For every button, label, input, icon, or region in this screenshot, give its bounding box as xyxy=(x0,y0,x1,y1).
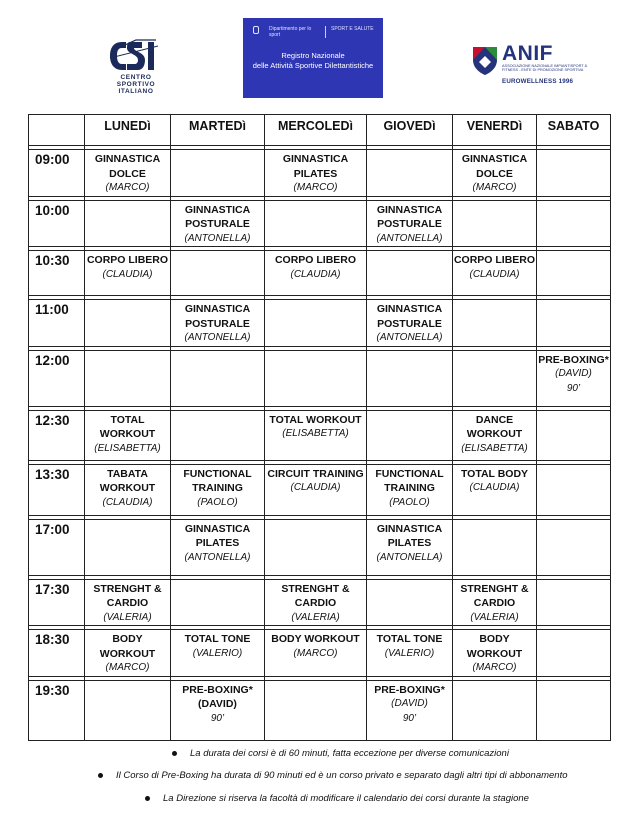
empty-cell xyxy=(85,519,171,575)
empty-cell xyxy=(537,680,611,740)
time-cell: 17:00 xyxy=(29,519,85,575)
class-cell xyxy=(367,680,453,740)
class-cell xyxy=(265,464,367,515)
empty-cell xyxy=(453,300,537,347)
class-cell xyxy=(265,150,367,197)
empty-cell xyxy=(171,251,265,296)
day-header: MERCOLEDì xyxy=(265,115,367,146)
instructor-name: (CLAUDIA) xyxy=(469,482,520,493)
table-row xyxy=(29,150,611,197)
class-name: TOTAL TONE xyxy=(184,633,251,645)
table-row xyxy=(29,350,611,406)
class-cell xyxy=(265,251,367,296)
time-cell: 12:00 xyxy=(29,350,85,406)
instructor-name: (ANTONELLA) xyxy=(184,332,251,343)
csi-logo-text: CENTRO SPORTIVO ITALIANO xyxy=(116,74,156,95)
class-cell xyxy=(171,519,265,575)
instructor-name: (DAVID) xyxy=(555,368,592,379)
table-row xyxy=(29,680,611,740)
note xyxy=(116,770,568,781)
class-name: GINNASTICA PILATES xyxy=(376,522,443,549)
sport-label: SPORT E SALUTE xyxy=(331,26,374,32)
class-name: FUNCTIONAL TRAINING xyxy=(375,467,444,494)
class-name: TOTAL WORKOUT xyxy=(99,413,156,440)
instructor-name: (VALERIO) xyxy=(384,647,435,659)
empty-cell xyxy=(537,464,611,515)
class-name: GINNASTICA PILATES xyxy=(184,522,251,549)
class-name: GINNASTICA PILATES xyxy=(282,153,349,180)
table-row xyxy=(29,519,611,575)
class-cell xyxy=(367,519,453,575)
registro-title-line1: Registro Nazionale xyxy=(281,51,345,60)
class-name: STRENGHT & CARDIO xyxy=(281,582,350,609)
class-name: TOTAL TONE xyxy=(376,633,443,645)
duration: 90’ xyxy=(566,382,581,394)
bullet-icon xyxy=(172,751,177,756)
class-name: PRE-BOXING* xyxy=(538,353,609,366)
empty-cell xyxy=(537,300,611,347)
instructor-name: (CLAUDIA) xyxy=(290,482,341,493)
empty-cell xyxy=(367,350,453,406)
empty-cell xyxy=(85,200,171,247)
instructor-name: (ELISABETTA) xyxy=(282,428,349,439)
empty-cell xyxy=(537,251,611,296)
class-name: GINNASTICA DOLCE xyxy=(461,153,528,180)
instructor-name: (VALERIO) xyxy=(192,647,243,659)
empty-cell xyxy=(537,630,611,677)
empty-cell xyxy=(453,200,537,247)
anif-subtitle: ASSOCIAZIONE NAZIONALE IMPIANTISPORT & FITNESS - ENTE DI PROMOZIONE SPORTIVA xyxy=(502,64,588,73)
note-text: La Direzione si riserva la facoltà di modificare il calendario dei corsi durante la stagione xyxy=(163,793,529,804)
note xyxy=(163,793,529,804)
time-cell: 13:30 xyxy=(29,464,85,515)
empty-cell xyxy=(265,300,367,347)
class-name: GINNASTICA POSTURALE xyxy=(376,203,443,230)
empty-cell xyxy=(367,150,453,197)
time-cell: 12:30 xyxy=(29,410,85,460)
instructor-name: (ELISABETTA) xyxy=(461,442,528,454)
empty-cell xyxy=(85,300,171,347)
header-row xyxy=(29,115,611,146)
gov-label: Dipartimento per lo sport xyxy=(269,26,312,38)
class-cell xyxy=(453,410,537,460)
anif-tagline: EUROWELLNESS 1996 xyxy=(502,78,574,85)
class-cell xyxy=(453,464,537,515)
class-cell xyxy=(453,579,537,626)
class-name: STRENGHT & CARDIO xyxy=(460,582,529,609)
day-header: MARTEDì xyxy=(171,115,265,146)
empty-cell xyxy=(265,200,367,247)
class-cell xyxy=(453,630,537,677)
anif-shield-icon xyxy=(472,46,498,76)
empty-cell xyxy=(171,579,265,626)
table-row xyxy=(29,464,611,515)
empty-cell xyxy=(537,150,611,197)
empty-cell xyxy=(265,350,367,406)
class-name: GINNASTICA POSTURALE xyxy=(184,203,251,230)
class-cell xyxy=(367,630,453,677)
time-cell: 17:30 xyxy=(29,579,85,626)
registro-nazionale-logo xyxy=(243,18,383,98)
instructor-name: (DAVID) xyxy=(391,698,428,709)
class-cell xyxy=(171,630,265,677)
class-cell xyxy=(367,200,453,247)
anif-logo xyxy=(472,40,592,90)
empty-cell xyxy=(367,251,453,296)
empty-cell xyxy=(85,350,171,406)
class-name: CORPO LIBERO xyxy=(453,254,536,266)
class-name: TABATA WORKOUT xyxy=(99,467,156,494)
table-row xyxy=(29,410,611,460)
instructor-name: (ANTONELLA) xyxy=(376,332,443,343)
day-header: GIOVEDì xyxy=(367,115,453,146)
class-name: BODY WORKOUT xyxy=(271,633,360,645)
class-name: FUNCTIONAL TRAINING xyxy=(183,467,252,494)
class-name: BODY WORKOUT xyxy=(99,633,156,660)
instructor-name: (VALERIA) xyxy=(470,611,519,623)
class-cell xyxy=(265,579,367,626)
instructor-name: (ANTONELLA) xyxy=(376,232,443,244)
class-name: GINNASTICA POSTURALE xyxy=(376,303,443,330)
bullet-icon xyxy=(145,796,150,801)
class-cell xyxy=(367,300,453,347)
empty-cell xyxy=(171,410,265,460)
instructor-name: (VALERIA) xyxy=(103,611,152,623)
day-header: LUNEDì xyxy=(85,115,171,146)
empty-cell xyxy=(537,410,611,460)
table-row xyxy=(29,579,611,626)
csi-logo-icon xyxy=(108,38,160,74)
time-cell: 10:30 xyxy=(29,251,85,296)
class-name: BODY WORKOUT xyxy=(466,633,523,660)
empty-cell xyxy=(265,519,367,575)
csi-logo xyxy=(104,38,168,94)
class-name: TOTAL WORKOUT xyxy=(269,413,362,426)
empty-cell xyxy=(537,519,611,575)
corner-cell xyxy=(29,115,85,146)
instructor-name: (CLAUDIA) xyxy=(102,268,153,280)
class-cell xyxy=(85,150,171,197)
empty-cell xyxy=(453,350,537,406)
class-cell xyxy=(171,300,265,347)
anif-name: ANIF xyxy=(502,42,553,65)
time-cell: 18:30 xyxy=(29,630,85,677)
duration: 90’ xyxy=(402,712,417,724)
table-row xyxy=(29,630,611,677)
class-cell xyxy=(85,251,171,296)
emblem-icon xyxy=(253,26,259,34)
instructor-name: (PAOLO) xyxy=(389,496,430,508)
class-name: GINNASTICA POSTURALE xyxy=(184,303,251,330)
class-name: PRE-BOXING* xyxy=(374,683,445,696)
instructor-name: (MARCO) xyxy=(105,662,150,673)
empty-cell xyxy=(537,579,611,626)
class-name: TOTAL BODY xyxy=(460,467,529,480)
instructor-name: (VALERIA) xyxy=(291,611,340,623)
empty-cell xyxy=(367,410,453,460)
class-cell xyxy=(85,464,171,515)
class-cell xyxy=(367,464,453,515)
table-row xyxy=(29,300,611,347)
time-cell: 19:30 xyxy=(29,680,85,740)
instructor-name: (MARCO) xyxy=(472,662,517,673)
class-name: CIRCUIT TRAINING xyxy=(267,467,364,480)
class-name: DANCE WORKOUT xyxy=(466,413,523,440)
class-cell xyxy=(85,630,171,677)
empty-cell xyxy=(453,519,537,575)
divider xyxy=(325,26,326,38)
empty-cell xyxy=(537,200,611,247)
class-name: PRE-BOXING* (DAVID) xyxy=(182,683,253,710)
time-cell: 10:00 xyxy=(29,200,85,247)
class-cell xyxy=(265,410,367,460)
instructor-name: (CLAUDIA) xyxy=(102,496,153,508)
instructor-name: (MARCO) xyxy=(293,647,338,659)
table-row xyxy=(29,200,611,247)
table-row xyxy=(29,251,611,296)
note-text: La durata dei corsi è di 60 minuti, fatta eccezione per diverse comunicazioni xyxy=(190,748,509,759)
class-cell xyxy=(453,150,537,197)
class-cell xyxy=(85,579,171,626)
instructor-name: (ELISABETTA) xyxy=(94,442,161,454)
class-cell xyxy=(85,410,171,460)
empty-cell xyxy=(85,680,171,740)
time-cell: 09:00 xyxy=(29,150,85,197)
empty-cell xyxy=(265,680,367,740)
note-text: Il Corso di Pre-Boxing ha durata di 90 minuti ed è un corso privato e separato dagli altri tipi di abbonamento xyxy=(116,770,568,781)
class-cell xyxy=(453,251,537,296)
instructor-name: (MARCO) xyxy=(293,182,338,193)
empty-cell xyxy=(367,579,453,626)
instructor-name: (ANTONELLA) xyxy=(376,551,443,563)
class-cell xyxy=(171,464,265,515)
time-cell: 11:00 xyxy=(29,300,85,347)
note xyxy=(190,748,509,759)
duration: 90’ xyxy=(210,712,225,724)
class-cell xyxy=(171,200,265,247)
class-cell xyxy=(537,350,611,406)
schedule-table xyxy=(28,114,611,741)
class-name: STRENGHT & CARDIO xyxy=(93,582,162,609)
day-header: SABATO xyxy=(537,115,611,146)
bullet-icon xyxy=(98,773,103,778)
class-name: CORPO LIBERO xyxy=(86,254,169,266)
instructor-name: (ANTONELLA) xyxy=(184,232,251,244)
instructor-name: (ANTONELLA) xyxy=(184,551,251,563)
class-name: CORPO LIBERO xyxy=(274,254,357,266)
instructor-name: (MARCO) xyxy=(472,182,517,193)
instructor-name: (MARCO) xyxy=(105,182,150,193)
empty-cell xyxy=(453,680,537,740)
registro-title-line2: delle Attività Sportive Dilettantistiche xyxy=(252,61,374,70)
class-name: GINNASTICA DOLCE xyxy=(94,153,161,180)
instructor-name: (PAOLO) xyxy=(197,496,238,508)
instructor-name: (CLAUDIA) xyxy=(469,268,520,280)
class-cell xyxy=(171,680,265,740)
day-header: VENERDì xyxy=(453,115,537,146)
instructor-name: (CLAUDIA) xyxy=(290,268,341,280)
class-cell xyxy=(265,630,367,677)
empty-cell xyxy=(171,350,265,406)
empty-cell xyxy=(171,150,265,197)
